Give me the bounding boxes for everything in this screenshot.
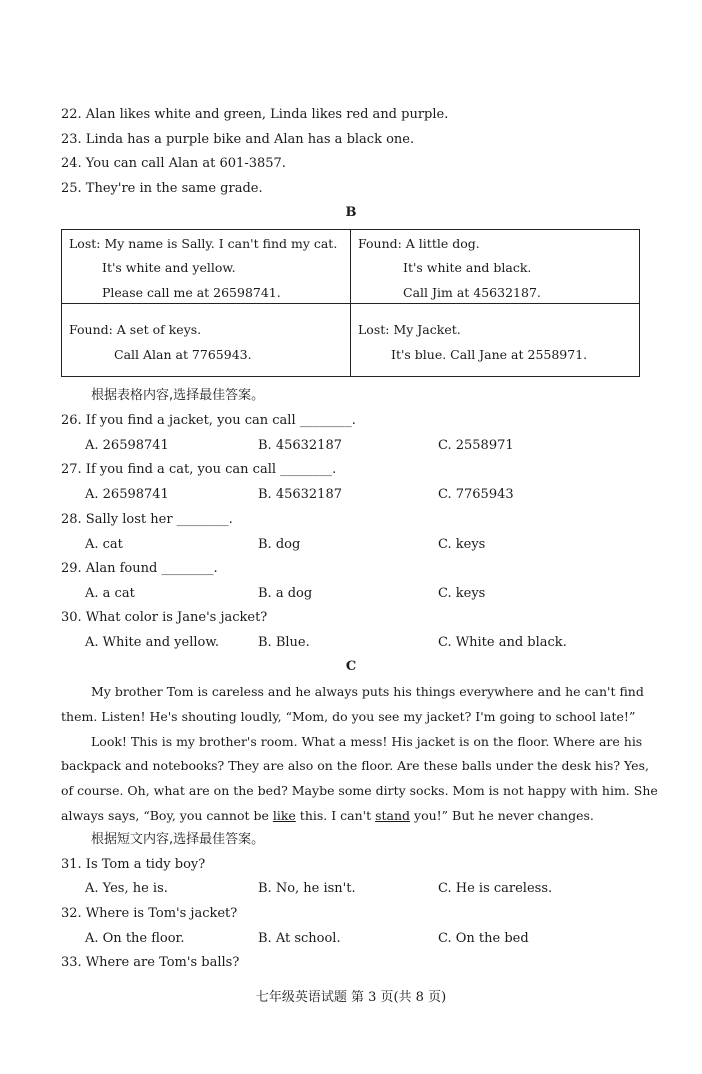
table-divider-horizontal: [62, 303, 639, 304]
q32-option-b: B. At school.: [258, 931, 341, 946]
passage-line-2: them. Listen! He's shouting loudly, “Mom, do you see my jacket? I'm going to school late!”: [61, 709, 636, 724]
lost-found-table: [61, 229, 640, 377]
q30-option-a: A. White and yellow.: [85, 635, 220, 650]
cell-bottom-right-line-1: Lost: My Jacket.: [358, 322, 461, 337]
question-28: 28. Sally lost her ________.: [61, 512, 233, 527]
q27-option-b: B. 45632187: [258, 487, 342, 502]
cell-bottom-left-line-1: Found: A set of keys.: [69, 322, 202, 337]
question-30: 30. What color is Jane's jacket?: [61, 610, 268, 625]
cell-top-right-line-1: Found: A little dog.: [358, 236, 480, 251]
passage-line-1: My brother Tom is careless and he always puts his things everywhere and he can't find: [91, 684, 644, 699]
q27-option-c: C. 7765943: [438, 487, 514, 502]
statement-23: 23. Linda has a purple bike and Alan has a black one.: [61, 132, 415, 147]
q28-option-a: A. cat: [85, 537, 123, 552]
question-32: 32. Where is Tom's jacket?: [61, 906, 238, 921]
statement-22: 22. Alan likes white and green, Linda likes red and purple.: [61, 107, 449, 122]
q28-option-c: C. keys: [438, 537, 486, 552]
passage-line-4: backpack and notebooks? They are also on the floor. Are these balls under the desk his? Yes,: [61, 758, 649, 773]
q28-option-b: B. dog: [258, 537, 301, 552]
q32-option-c: C. On the bed: [438, 931, 529, 946]
underlined-word-stand: stand: [375, 808, 411, 823]
passage-line-5: of course. Oh, what are on the bed? Maybe some dirty socks. Mom is not happy with him. She: [61, 783, 658, 798]
q31-option-a: A. Yes, he is.: [85, 881, 168, 896]
cell-top-left-line-1: Lost: My name is Sally. I can't find my cat.: [69, 236, 338, 251]
cell-top-left-line-2: It's white and yellow.: [102, 260, 236, 275]
passage-line-6-part-5: you!” But he never changes.: [410, 808, 594, 823]
question-26: 26. If you find a jacket, you can call ________.: [61, 413, 356, 428]
passage-line-3: Look! This is my brother's room. What a mess! His jacket is on the floor. Where are his: [91, 734, 643, 749]
q30-option-b: B. Blue.: [258, 635, 310, 650]
cell-top-left-line-3: Please call me at 26598741.: [102, 285, 281, 300]
q31-option-b: B. No, he isn't.: [258, 881, 356, 896]
page-footer: 七年级英语试题 第 3 页(共 8 页): [255, 990, 447, 1005]
section-b-heading: B: [345, 205, 357, 220]
q26-option-a: A. 26598741: [85, 438, 169, 453]
statement-25: 25. They're in the same grade.: [61, 181, 263, 196]
section-b-instruction: 根据表格内容,选择最佳答案。: [91, 388, 265, 403]
q29-option-b: B. a dog: [258, 586, 313, 601]
q29-option-a: A. a cat: [85, 586, 135, 601]
question-27: 27. If you find a cat, you can call ________.: [61, 462, 337, 477]
question-31: 31. Is Tom a tidy boy?: [61, 857, 206, 872]
section-c-instruction: 根据短文内容,选择最佳答案。: [91, 832, 265, 847]
passage-line-6-part-1: always says, “Boy, you cannot be: [61, 808, 273, 823]
q29-option-c: C. keys: [438, 586, 486, 601]
question-33: 33. Where are Tom's balls?: [61, 955, 240, 970]
cell-bottom-right-line-2: It's blue. Call Jane at 2558971.: [391, 347, 588, 362]
q26-option-c: C. 2558971: [438, 438, 514, 453]
passage-line-6: [61, 808, 642, 824]
passage-line-6-part-3: this. I can't: [295, 808, 376, 823]
underlined-word-like: like: [272, 808, 296, 823]
q30-option-c: C. White and black.: [438, 635, 567, 650]
q26-option-b: B. 45632187: [258, 438, 342, 453]
cell-bottom-left-line-2: Call Alan at 7765943.: [114, 347, 252, 362]
q32-option-a: A. On the floor.: [85, 931, 185, 946]
cell-top-right-line-3: Call Jim at 45632187.: [403, 285, 541, 300]
q27-option-a: A. 26598741: [85, 487, 169, 502]
cell-top-right-line-2: It's white and black.: [403, 260, 532, 275]
q31-option-c: C. He is careless.: [438, 881, 553, 896]
question-29: 29. Alan found ________.: [61, 561, 218, 576]
statement-24: 24. You can call Alan at 601-3857.: [61, 156, 286, 171]
section-c-heading: C: [345, 659, 357, 674]
